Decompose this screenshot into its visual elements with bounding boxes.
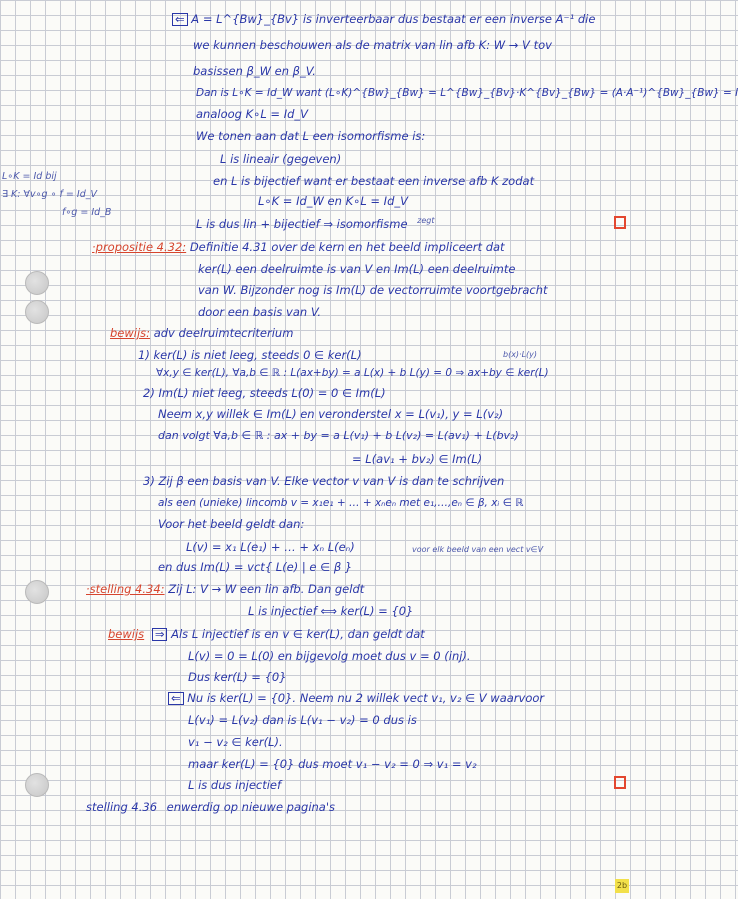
line-text: adv deelruimtecriterium [153,326,294,340]
text-line [108,627,425,641]
text-line: L(v₁) = L(v₂) dan is L(v₁ − v₂) = 0 dus is [188,713,417,727]
text-line: dan volgt ∀a,b ∈ ℝ : ax + by = a L(v₁) + b L(v₂) = L(av₁) + L(bv₂) [158,429,519,442]
text-line: en L is bijectief want er bestaat een inverse afb K zodat [213,174,535,188]
text-line [196,214,435,231]
text-line: L is lineair (gegeven) [220,152,342,166]
proposition-label: ·propositie 4.32: [92,240,187,254]
note-zegt: zegt [417,216,435,225]
punch-hole [25,271,49,295]
page-number: 2b [615,879,629,893]
text-line: Neem x,y willek ∈ Im(L) en veronderstel x = L(v₁), y = L(v₂) [158,407,504,421]
text-line: ∀x,y ∈ ker(L), ∀a,b ∈ ℝ : L(ax+by) = a L(x) + b L(y) = 0 ⇒ ax+by ∈ ker(L) [156,367,549,379]
line-text: Nu is ker(L) = {0}. Neem nu 2 willek vect v₁, v₂ ∈ V waarvoor [187,691,545,705]
line-text: Zij L: V → W een lin afb. Dan geldt [168,582,365,596]
text-line [86,800,335,814]
text-line: Voor het beeld geldt dan: [158,517,305,531]
punch-hole [25,580,49,604]
line-text: A = L^{Bw}_{Bv} is inverteerbaar dus bestaat er een inverse A⁻¹ die [191,12,596,26]
text-line: analoog K∘L = Id_V [196,107,309,121]
proof-label: bewijs [108,627,145,641]
line-text: Als L injectief is en v ∈ ker(L), dan geldt dat [171,627,425,641]
text-line: Dus ker(L) = {0} [188,670,287,684]
punch-hole [25,300,49,324]
text-line: L is injectief ⟺ ker(L) = {0} [248,604,414,618]
text-line: L(v) = x₁ L(e₁) + … + xₙ L(eₙ) [186,540,355,554]
arrow-right-box: ⇒ [152,628,168,641]
theorem-label: stelling 4.36 [86,800,158,814]
margin-note: ∃ K: ∀v∘g ∘ f = Id_V [2,189,97,200]
margin-note: L∘K = Id bij [2,171,57,182]
text-line: We tonen aan dat L een isomorfisme is: [196,129,426,143]
text-line: 2) Im(L) niet leeg, steeds L(0) = 0 ∈ Im(L) [143,386,386,400]
text-line: = L(av₁ + bv₂) ∈ Im(L) [352,452,483,466]
text-line: als een (unieke) lincomb v = x₁e₁ + … + xₙeₙ met e₁,…,eₙ ∈ β, xᵢ ∈ ℝ [158,497,524,509]
text-line [110,326,293,340]
text-line: L is dus injectief [188,778,282,792]
text-line: van W. Bijzonder nog is Im(L) de vectorruimte voortgebracht [198,283,548,297]
margin-note: f∘g = Id_B [62,207,112,218]
line-text: L is dus lin + bijectief ⇒ isomorfisme [196,216,408,231]
text-line [172,12,595,26]
end-proof-box [614,216,626,229]
text-line: basissen β_W en β_V. [193,64,316,78]
text-line: we kunnen beschouwen als de matrix van lin afb K: W → V tov [193,38,552,52]
text-line [168,691,544,705]
text-line [86,582,364,596]
text-line: en dus Im(L) = vct{ L(e) | e ∈ β } [158,560,353,574]
text-line: v₁ − v₂ ∈ ker(L). [188,735,283,749]
proof-label: bewijs: [110,326,151,340]
punch-hole [25,773,49,797]
theorem-label: ·stelling 4.34: [86,582,165,596]
text-line: maar ker(L) = {0} dus moet v₁ − v₂ = 0 ⇒ v₁ = v₂ [188,757,477,771]
arrow-left-box: ⇐ [172,13,188,26]
arrow-left-box: ⇐ [168,692,184,705]
text-line [92,240,505,254]
text-line: 3) Zij β een basis van V. Elke vector v van V is dan te schrijven [143,474,505,488]
text-line: Dan is L∘K = Id_W want (L∘K)^{Bw}_{Bw} = L^{Bw}_{Bv}·K^{Bv}_{Bw} = (A·A⁻¹)^{Bw}_{Bw} = I [196,87,738,99]
line-text: enwerdig op nieuwe pagina's [166,800,335,814]
text-line: L∘K = Id_W en K∘L = Id_V [258,194,408,208]
annotation: b(x)·L(y) [503,350,538,359]
text-line: 1) ker(L) is niet leeg, steeds 0 ∈ ker(L) [138,348,362,362]
text-line: L(v) = 0 = L(0) en bijgevolg moet dus v = 0 (inj). [188,649,471,663]
text-line: ker(L) een deelruimte is van V en Im(L) een deelruimte [198,262,516,276]
line-text: Definitie 4.31 over de kern en het beeld impliceert dat [189,240,505,254]
text-line: door een basis van V. [198,305,322,319]
annotation: voor elk beeld van een vect v∈V [412,545,544,554]
end-proof-box [614,776,626,789]
